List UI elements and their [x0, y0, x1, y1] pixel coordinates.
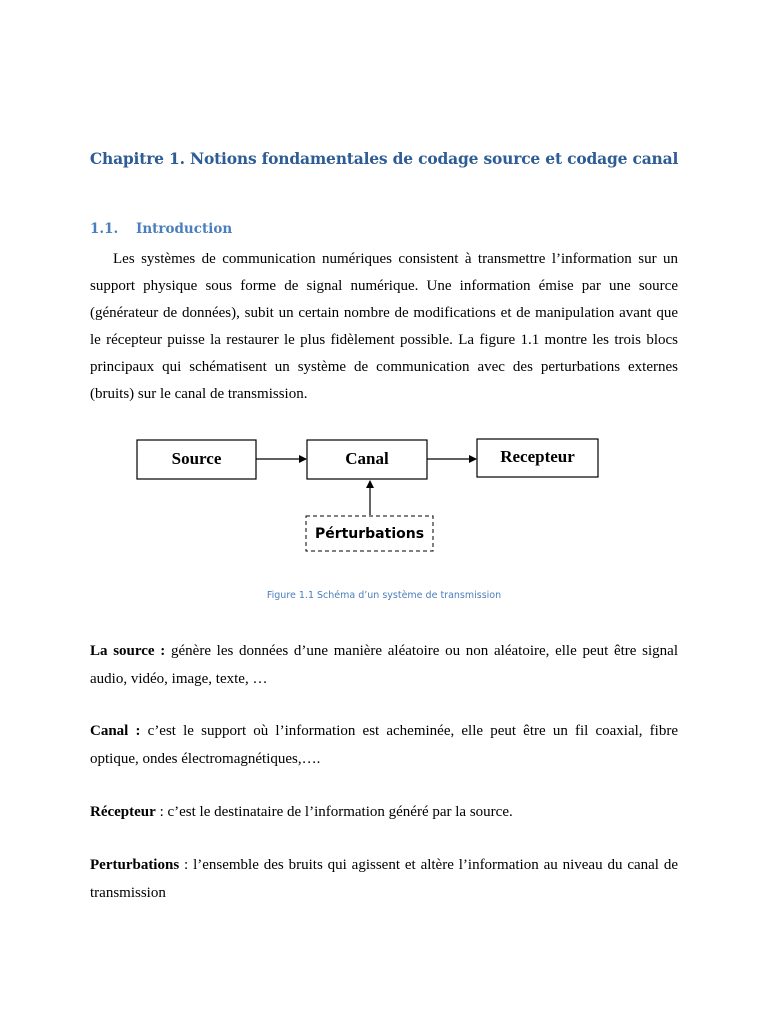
definition-text: c’est le support où l’information est acheminée, elle peut être un fil coaxial, fibre optique, ondes électromagnétiques,…. [90, 723, 678, 767]
definition-text: génère les données d’une manière aléatoire ou non aléatoire, elle peut être signal audio, vidéo, image, texte, … [90, 643, 678, 687]
definition-text: : l’ensemble des bruits qui agissent et altère l’information au niveau du canal de transmission [90, 857, 678, 901]
source-block [137, 440, 256, 479]
chapter-title: Chapitre 1. Notions fondamentales de codage source et codage canal [89, 149, 679, 168]
definition-recepteur [90, 798, 678, 826]
perturbations-block [306, 516, 433, 551]
recepteur-block [477, 439, 598, 477]
source-label: Source [171, 449, 222, 468]
definition-term: Récepteur [90, 804, 156, 820]
definition-perturbations [90, 851, 678, 907]
recepteur-label: Recepteur [500, 447, 575, 466]
figure-caption: Figure 1.1 Schéma d’un système de transmission [266, 590, 502, 601]
definition-canal [90, 717, 678, 773]
canal-block [307, 440, 427, 479]
section-title: Introduction [136, 221, 233, 237]
definition-term: La source : [90, 643, 166, 659]
perturbations-label: Pérturbations [314, 526, 425, 542]
definition-term: Canal : [90, 723, 141, 739]
intro-paragraph: Les systèmes de communication numériques consistent à transmettre l’information sur un support physique sous forme de signal numérique. Une information émise par une source (générateur de données), subit un certain nombre de modifications et de manipulation avant que le récepteur puisse la restaurer le plus fidèlement possible. La figure 1.1 montre les trois blocs principaux qui schématisent un système de communication avec des perturbations externes (bruits) sur le canal de transmission. [90, 251, 678, 402]
section-number: 1.1. [90, 221, 119, 237]
canal-label: Canal [345, 449, 389, 468]
definition-term: Perturbations [90, 857, 180, 873]
definition-source [90, 637, 678, 693]
definition-text: : c’est le destinataire de l’information généré par la source. [155, 804, 513, 820]
